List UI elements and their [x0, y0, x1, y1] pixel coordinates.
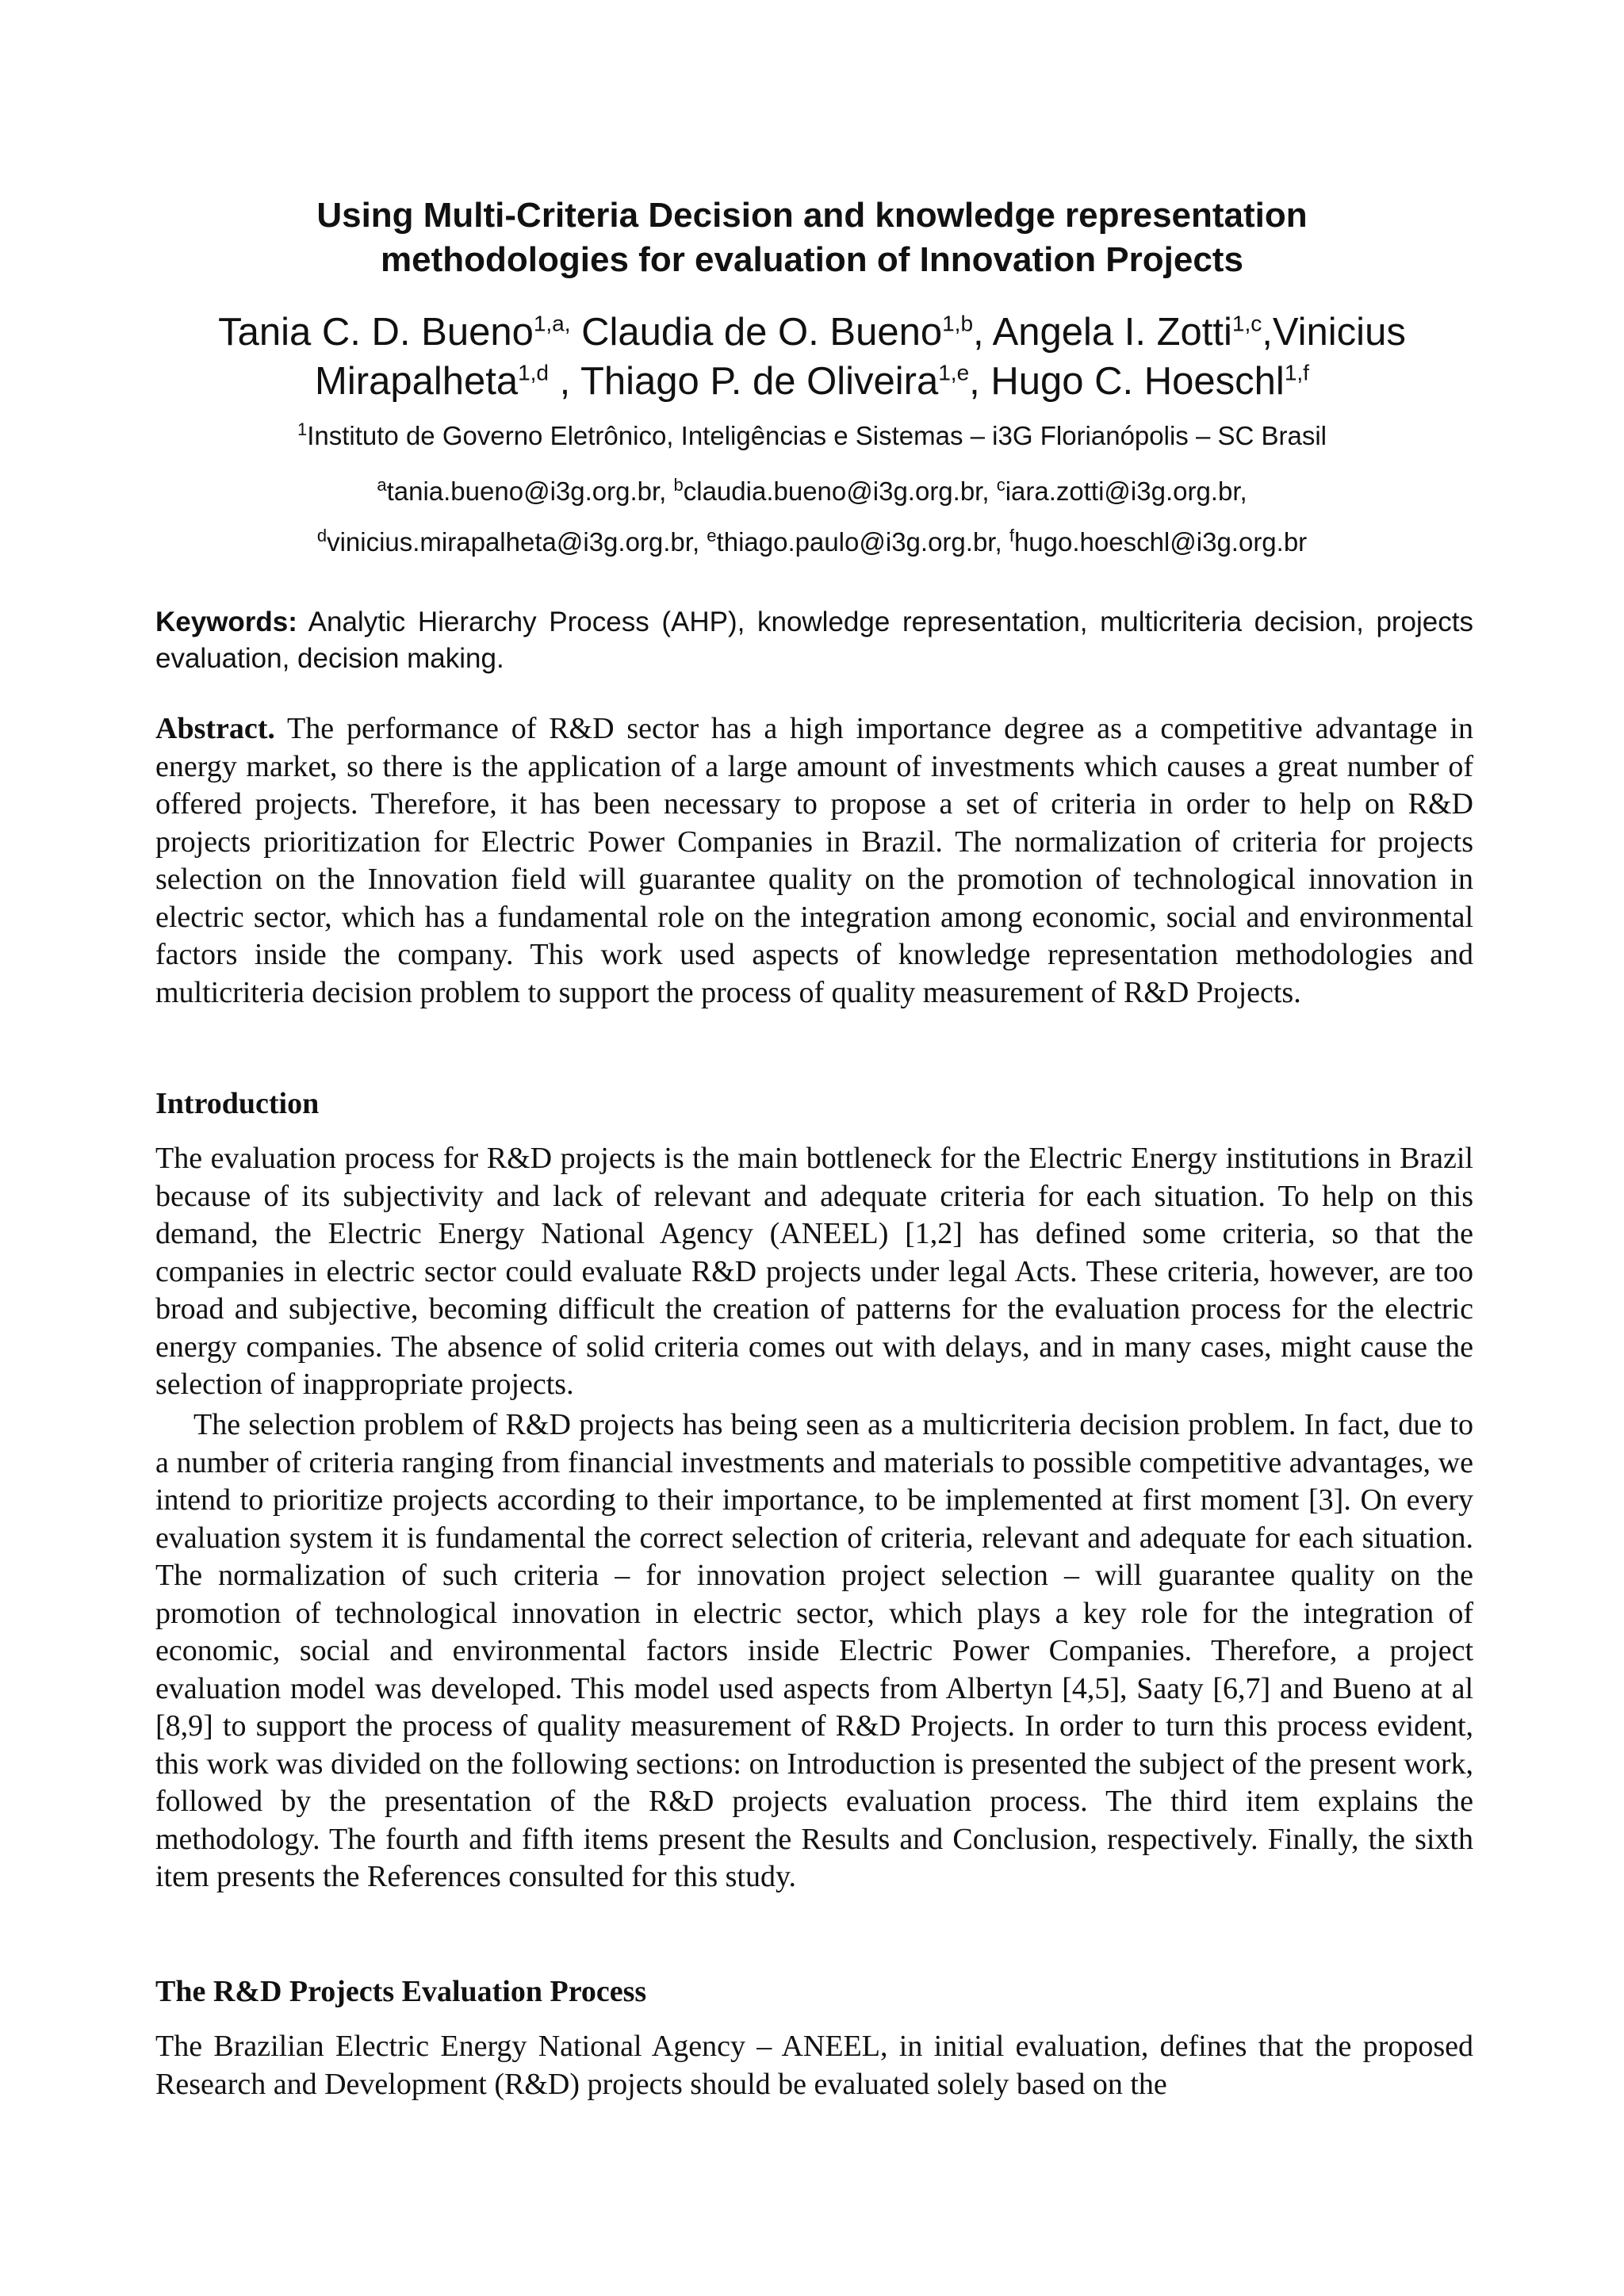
rd-paragraph-1: The Brazilian Electric Energy National Agency – ANEEL, in initial evaluation, defines that the proposed Research and Development (R&D) projects should be evaluated solely based on the: [155, 2030, 1473, 2101]
keywords-text: Analytic Hierarchy Process (AHP), knowledge representation, multicriteria decision, projects evaluation, decision making.: [155, 607, 1473, 674]
email-marker: e: [707, 526, 717, 545]
email-marker: f: [1009, 526, 1014, 545]
author-separator: ,: [969, 360, 991, 403]
author-separator: ,: [549, 360, 580, 403]
author-separator: ,: [973, 311, 993, 354]
author-affil-marker: 1,a,: [533, 311, 571, 336]
email-list: [159, 466, 1465, 568]
abstract-label: Abstract.: [155, 712, 275, 745]
email-marker: c: [996, 475, 1005, 495]
affiliation: [159, 419, 1465, 453]
author-name: Claudia de O. Bueno: [581, 311, 943, 354]
email-link[interactable]: thiago.paulo@i3g.org.br,: [716, 527, 1009, 557]
author-affil-marker: 1,f: [1284, 360, 1309, 385]
author-affil-marker: 1,d: [518, 360, 550, 385]
section-heading-introduction: Introduction: [155, 1087, 320, 1120]
author-affil-marker: 1,c: [1231, 311, 1262, 336]
section-heading-rd-evaluation: The R&D Projects Evaluation Process: [155, 1975, 647, 2008]
abstract: [155, 710, 1473, 1012]
email-link[interactable]: vinicius.mirapalheta@i3g.org.br,: [327, 527, 707, 557]
keywords: [155, 604, 1473, 677]
intro-paragraph-2: The selection problem of R&D projects has being seen as a multicriteria decision problem. In fact, due to a number of criteria ranging from financial investments and materials to possible competitive advantages, we intend to prioritize projects according to their importance, to be implemented at first moment [3]. On every evaluation system it is fundamental the correct selection of criteria, relevant and adequate for each situation. The normalization of such criteria – for innovation project selection – will guarantee quality on the promotion of technological innovation in electric sector, which plays a key role for the integration of economic, social and environmental factors inside Electric Power Companies. Therefore, a project evaluation model was developed. This model used aspects from Albertyn [4,5], Saaty [6,7] and Bueno at al [8,9] to support the process of quality measurement of R&D Projects. In order to turn this process evident, this work was divided on the following sections: on Introduction is presented the subject of the present work, followed by the presentation of the R&D projects evaluation process. The third item explains the methodology. The fourth and fifth items present the Results and Conclusion, respectively. Finally, the sixth item presents the References consulted for this study.: [155, 1408, 1473, 1893]
affiliation-text: Instituto de Governo Eletrônico, Inteligências e Sistemas – i3G Florianópolis – SC Brasil: [307, 421, 1327, 450]
author-separator: [571, 311, 582, 354]
email-marker: d: [316, 526, 327, 545]
title-line-1: Using Multi-Criteria Decision and knowledge representation: [316, 196, 1308, 235]
author-name: Tania C. D. Bueno: [218, 311, 534, 354]
author-affil-marker: 1,e: [938, 360, 970, 385]
affiliation-marker: 1: [297, 419, 308, 439]
author-affil-marker: 1,b: [942, 311, 974, 336]
author-name: Mirapalheta: [315, 360, 519, 403]
author-name: Angela I. Zotti: [992, 311, 1232, 354]
email-link[interactable]: claudia.bueno@i3g.org.br,: [683, 476, 997, 506]
intro-paragraph-1: The evaluation process for R&D projects is the main bottleneck for the Electric Energy institutions in Brazil because of its subjectivity and lack of relevant and adequate criteria for each situation. To help on this demand, the Electric Energy National Agency (ANEEL) [1,2] has defined some criteria, so that the companies in electric sector could evaluate R&D projects under legal Acts. These criteria, however, are too broad and subjective, becoming difficult the creation of patterns for the evaluation process for the electric energy companies. The absence of solid criteria comes out with delays, and in many cases, might cause the selection of inappropriate projects.: [155, 1142, 1473, 1401]
abstract-text: The performance of R&D sector has a high importance degree as a competitive advantage in energy market, so there is the application of a large amount of investments which causes a great number of offered projects. Therefore, it has been necessary to propose a set of criteria in order to help on R&D projects prioritization for Electric Power Companies in Brazil. The normalization of criteria for projects selection on the Innovation field will guarantee quality on the promotion of technological innovation in electric sector, which has a fundamental role on the integration among economic, social and environmental factors inside the company. This work used aspects of knowledge representation methodologies and multicriteria decision problem to support the process of quality measurement of R&D Projects.: [155, 712, 1473, 1009]
keywords-label: Keywords:: [155, 607, 297, 637]
email-link[interactable]: tania.bueno@i3g.org.br,: [386, 476, 674, 506]
author-list: [159, 308, 1465, 406]
email-marker: b: [673, 475, 684, 495]
author-name: Hugo C. Hoeschl: [990, 360, 1285, 403]
email-link[interactable]: hugo.hoeschl@i3g.org.br: [1013, 527, 1308, 557]
author-name: Thiago P. de Oliveira: [580, 360, 939, 403]
paper-title: [159, 193, 1465, 282]
email-link[interactable]: iara.zotti@i3g.org.br,: [1005, 476, 1247, 506]
author-separator: ,Vinicius: [1262, 311, 1406, 354]
title-line-2: methodologies for evaluation of Innovation Projects: [381, 240, 1243, 279]
email-marker: a: [377, 475, 387, 495]
